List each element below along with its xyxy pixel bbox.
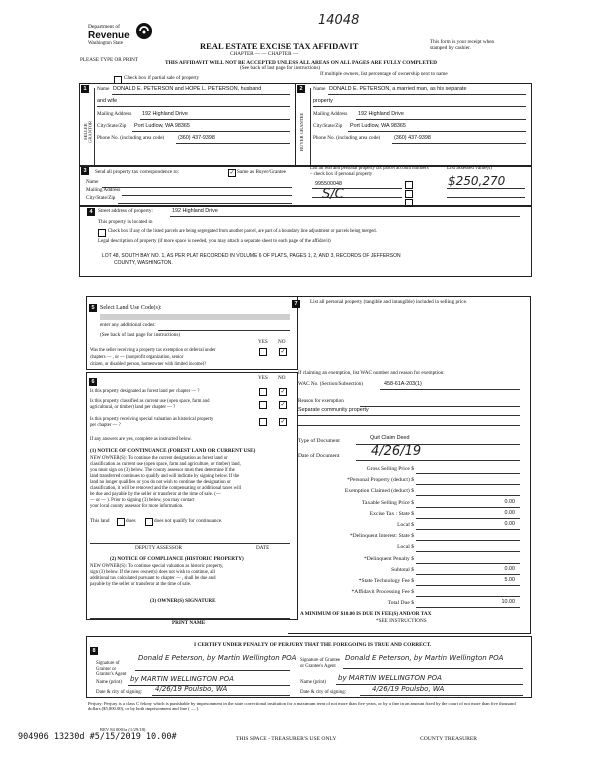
q-historic-1: Is this property receiving special valuation as historical property [90, 417, 214, 422]
historic-no-checkbox[interactable]: ✓ [280, 418, 286, 425]
form-subtitle: THIS AFFIDAVIT WILL NOT BE ACCEPTED UNLESS ALL AREAS ON ALL PAGES ARE FULLY COMPLETED [165, 60, 438, 66]
buyer-city[interactable]: Port Ludlow, WA 98365 [350, 123, 406, 129]
street-address[interactable]: 192 Highland Drive [172, 208, 218, 214]
notice1-line-4: land transferred continues to qualify and will indicate by signing below. If the [90, 474, 240, 479]
fee-label: Excise Tax : State $ [369, 510, 414, 517]
fee-label: Subtotal $ [391, 566, 414, 573]
additional-codes-label: enter any additional codes: [100, 322, 156, 328]
fee-value[interactable]: 0.00 [504, 565, 515, 572]
section-4-number: 4 [87, 208, 95, 216]
see-back-instructions: (See back of last page for instructions) [100, 332, 181, 338]
notice1-line-9: your local county assessor for more information. [90, 504, 184, 509]
exemption-q-line-1: Was the seller receiving a property tax exemption or deferral under [90, 348, 216, 353]
correspondence-city-label: City/State/Zip [86, 195, 116, 201]
exemption-q-line-2: chapters — , or — (nonprofit organization, senior [90, 355, 184, 360]
receipt-note: This form is your receipt when stamped by cashier. [430, 39, 495, 51]
notice2-line-3: additional tax calculated pursuant to chapter — , shall be due and [90, 576, 216, 581]
personal-property-checkbox-2[interactable] [405, 190, 413, 198]
notice1-line-1: NEW OWNER(S): To continue the current designation as forest land or [90, 456, 228, 461]
exemption-yes-checkbox[interactable] [259, 348, 267, 356]
deputy-assessor-label: DEPUTY ASSESSOR [135, 545, 182, 551]
seller-phone-label: Phone No. (including area code) [97, 135, 165, 141]
grantor-signature[interactable]: Donald E Peterson, by Martin Wellington POA [138, 654, 297, 662]
section-5-number: 5 [89, 304, 97, 312]
buyer-mailing-label: Mailing Address [313, 111, 348, 117]
street-address-label: Street address of property: [98, 208, 153, 214]
type-or-print: PLEASE TYPE OR PRINT [80, 57, 138, 63]
parcel-header: List all real and personal property tax parcel account numbers – check box if personal property [310, 166, 429, 177]
wac-value[interactable]: 458-61A-203(1) [384, 381, 422, 387]
grantor-name-label: Name (print) [96, 680, 122, 685]
correspondence-name-label: Name [86, 179, 99, 185]
owner-signature-label: (3) OWNER(S) SIGNATURE [150, 598, 216, 604]
land-use-label: Select Land Use Code(s): [100, 305, 162, 311]
see-instructions-note: *SEE INSTRUCTIONS [376, 618, 427, 624]
if-yes-note: If any answers are yes, complete as instructed below. [90, 437, 192, 442]
fee-label: Exemption Claimed (deduct) $ [344, 488, 414, 495]
chapter-line: CHAPTER — — CHAPTER — [230, 51, 299, 57]
forest-no-checkbox[interactable]: ✓ [280, 388, 286, 395]
grantee-name-label: Name (print) [300, 680, 326, 685]
grantor-name[interactable]: by MARTIN WELLINGTON POA [130, 675, 234, 683]
notice-compliance-title: (2) NOTICE OF COMPLIANCE (HISTORIC PROPERTY) [110, 556, 244, 562]
q-historic-2: per chapter — ? [90, 423, 121, 428]
located-in-label: This property is located in [98, 219, 153, 225]
grantee-signature[interactable]: Donald E Peterson, by Martin Wellington POA [345, 654, 504, 662]
reason-value[interactable]: Separate community property [298, 407, 369, 413]
grantor-sig-label: Signature of Grantor or Grantor's Agent [96, 661, 127, 678]
does-label: does [126, 518, 136, 524]
does-not-qualify-checkbox[interactable] [145, 518, 153, 526]
fee-label: *State Technology Fee $ [358, 578, 414, 584]
grantor-date-city[interactable]: 4/26/19 Poulsbo, WA [155, 685, 228, 693]
fee-label: Local $ [397, 544, 414, 551]
notice-continuance-title: (1) NOTICE OF CONTINUANCE (FOREST LAND OR CURRENT USE) [90, 448, 256, 454]
segregated-label: Check box if any of the listed parcels are being segregated from another parcel, are part of a boundary line adjustment or parcels being merged. [108, 229, 377, 234]
exemption-no-checkbox[interactable]: ✓ [280, 348, 286, 355]
does-not-label: does not qualify for continuance. [154, 518, 223, 524]
grantee-sig-label: Signature of Grantee or Grantee's Agent [300, 658, 340, 669]
assessed-header: List assessed value(s) [447, 165, 492, 171]
wac-label: WAC No. (Section/Subsection) [298, 381, 363, 387]
buyer-label: BUYER GRANTEE [299, 112, 304, 152]
grantee-date-city[interactable]: 4/26/19 Poulsbo, WA [372, 685, 445, 693]
fee-label: Gross Selling Price $ [366, 466, 414, 472]
exemption-q-line-3: citizen, or disabled person, homeowner with limited income)? [90, 362, 207, 367]
treasurer-stamp: 904906 13230d #5/15/2019 10.00# [18, 732, 177, 742]
buyer-city-label: City/State/Zip [313, 123, 343, 129]
buyer-name-line-1[interactable]: DONALD E. PETERSON, a married man, as his separate [329, 86, 467, 92]
doc-date-value[interactable]: 4/26/19 [371, 444, 422, 459]
notice1-line-8: — or — ). Prior to signing (3) below, you may contact [90, 498, 195, 503]
forest-yes-checkbox[interactable] [259, 388, 267, 396]
buyer-phone-label: Phone No. (including area code) [313, 135, 381, 141]
buyer-name-line-2[interactable]: property [313, 98, 333, 104]
see-back-note: (See back of last page for instructions) [240, 65, 321, 71]
fee-label: *Delinquent Penalty $ [363, 555, 414, 562]
fee-label: *Delinquent Interest: State $ [349, 533, 414, 540]
county-treasurer-label: COUNTY TREASURER [420, 736, 478, 742]
s5-yes: YES [258, 339, 268, 345]
seller-name-line-2[interactable]: and wife [97, 98, 118, 104]
legal-description-label: Legal description of property (if more space is needed, you may attach a separate sheet to each page of the affidavit) [98, 239, 331, 244]
notice2-line-4: payable by the seller or transferor at the time of sale. [90, 582, 192, 587]
same-as-buyer-checkbox[interactable]: ✓ [229, 169, 235, 176]
historic-yes-checkbox[interactable] [259, 418, 267, 426]
logo-line-2: Revenue [88, 30, 130, 41]
grantee-date-label: Date & city of signing: [300, 690, 347, 695]
s6-no: NO [278, 375, 286, 381]
land-use-code-field[interactable] [100, 314, 290, 320]
notice1-line-2: classification as current use (open space, farm and agriculture, or timber) land, [90, 462, 241, 467]
notice1-line-3: you must sign on (3) below. The county assessor must then determine if the [90, 468, 235, 473]
form-title: REAL ESTATE EXCISE TAX AFFIDAVIT [200, 41, 359, 51]
does-qualify-checkbox[interactable] [117, 518, 125, 526]
legal-description-line-2[interactable]: COUNTY, WASHINGTON. [114, 260, 173, 266]
current-use-yes-checkbox[interactable] [259, 401, 267, 409]
notice2-line-2: sign (3) below. If the new owner(s) does not wish to continue, all [90, 570, 215, 575]
seller-phone[interactable]: (360) 437-9398 [178, 135, 215, 141]
q-current-use-1: Is this property classified as current use (open space, farm and [90, 399, 210, 404]
list-personal-property: List all personal property (tangible and intangible) included in selling price. [310, 299, 468, 305]
claiming-exemption-label: If claiming an exemption, list WAC number and reason for exemption: [298, 370, 445, 376]
assessed-value[interactable]: $250,270 [448, 174, 506, 188]
section-7-number: 7 [292, 300, 300, 308]
revenue-logo-icon [135, 22, 153, 40]
fee-value[interactable]: 0.00 [504, 509, 515, 516]
fee-value[interactable]: 10.00 [501, 599, 515, 606]
fee-label: Taxable Selling Price $ [362, 499, 414, 506]
current-use-no-checkbox[interactable]: ✓ [280, 401, 286, 408]
fee-value[interactable]: 0.00 [504, 498, 515, 505]
personal-property-checkbox-1[interactable] [405, 181, 413, 189]
seller-name-line-1[interactable]: DONALD E. PETERSON and HOPE L. PETERSON, husband [113, 86, 262, 92]
handwritten-code: S/C [322, 187, 344, 202]
fee-label: Local $ [397, 522, 414, 528]
notice1-line-6: classification, it will be removed and the compensating or additional taxes will [90, 486, 242, 491]
partial-sale-label: Check box if partial sale of property [124, 75, 200, 81]
logo-line-1: Department of [88, 24, 120, 30]
seller-mailing-label: Mailing Address [97, 111, 132, 117]
seller-city-label: City/State/Zip [97, 123, 127, 129]
notice2-line-1: NEW OWNER(S): To continue special valuation as historic property, [90, 564, 224, 569]
fee-label: *Personal Property (deduct) $ [347, 477, 414, 484]
correspondence-mailing-label: Mailing Address [86, 187, 121, 193]
q-current-use-2: agricultural, or timber) land per chapter — ? [90, 405, 176, 410]
segregated-checkbox[interactable] [98, 229, 106, 237]
section-2-number: 2 [297, 85, 305, 93]
reason-label: Reason for exemption [298, 398, 344, 404]
this-land-label: This land [90, 518, 110, 524]
section-6-number: 6 [89, 378, 97, 386]
minimum-due-note: A MINIMUM OF $10.00 IS DUE IN FEE(S) AND/OR TAX [300, 611, 432, 617]
treasurer-use-only: THIS SPACE - TREASURER'S USE ONLY [236, 736, 337, 742]
notice1-line-5: land no longer qualifies or you do not wish to continue the designation or [90, 480, 231, 485]
logo-line-3: Washington State [88, 41, 124, 46]
perjury-note: Perjury: Perjury is a class C felony which is punishable by imprisonment in the state correctional institution for a maximum term of not more than five years, or by a fine in an amount fixed by the court of not more than five thousand dollars ($5,000.00), or by both imprisonment and fine ( — ). [88, 701, 516, 712]
buyer-name-label: Name [313, 86, 326, 92]
fee-value[interactable]: 0.00 [504, 521, 515, 527]
doc-type-value[interactable]: Quit Claim Deed [370, 435, 410, 441]
buyer-phone[interactable]: (360) 437-9398 [394, 135, 431, 141]
file-number: 14048 [318, 13, 360, 28]
buyer-mailing[interactable]: 192 Highland Drive [358, 111, 404, 117]
certify-statement: I CERTIFY UNDER PENALTY OF PERJURY THAT THE FOREGOING IS TRUE AND CORRECT. [194, 642, 432, 648]
parcel-number[interactable]: 995500048 [315, 181, 342, 187]
doc-date-label: Date of Document [298, 453, 340, 459]
section-1-number: 1 [81, 85, 89, 93]
seller-name-label: Name [97, 86, 110, 92]
section-3-number: 3 [81, 167, 89, 175]
q-forest: Is this property designated as forest land per chapter — ? [90, 389, 200, 394]
grantor-date-label: Date & city of signing: [96, 690, 143, 695]
seller-label: SELLER GRANTOR [83, 120, 93, 144]
print-name-label: PRINT NAME [172, 620, 206, 626]
s6-yes: YES [258, 375, 268, 381]
same-as-buyer-label: Same as Buyer/Grantee [237, 169, 286, 175]
send-correspondence-label: Send all property tax correspondence to: [95, 169, 179, 175]
revision-code: REV 84 0001a (1/29/18) [100, 727, 146, 732]
seller-city[interactable]: Port Ludlow, WA 98365 [134, 123, 190, 129]
s5-no: NO [278, 339, 286, 345]
legal-description-line-1[interactable]: LOT 48, SOUTH BAY NO. 1, AS PER PLAT RECORDED IN VOLUME 6 OF PLATS, PAGES 1, 2, AND 3, RECORDS OF JEFFERSON [102, 253, 401, 259]
seller-mailing[interactable]: 192 Highland Drive [142, 111, 188, 117]
fee-label: *Affidavit Processing Fee $ [351, 589, 414, 596]
fee-label: Total Due $ [387, 600, 414, 607]
multiple-owners-note: If multiple owners, list percentage of ownership next to name [320, 71, 448, 77]
notice1-line-7: be due and payable by the seller or transferor at the time of sale. (— [90, 492, 221, 497]
assessor-date-label: DATE [256, 545, 270, 551]
fee-value[interactable]: 5.00 [504, 577, 515, 583]
doc-type-label: Type of Document [298, 438, 340, 444]
grantee-name[interactable]: by MARTIN WELLINGTON POA [338, 674, 442, 682]
section-8-number: 8 [90, 647, 98, 655]
